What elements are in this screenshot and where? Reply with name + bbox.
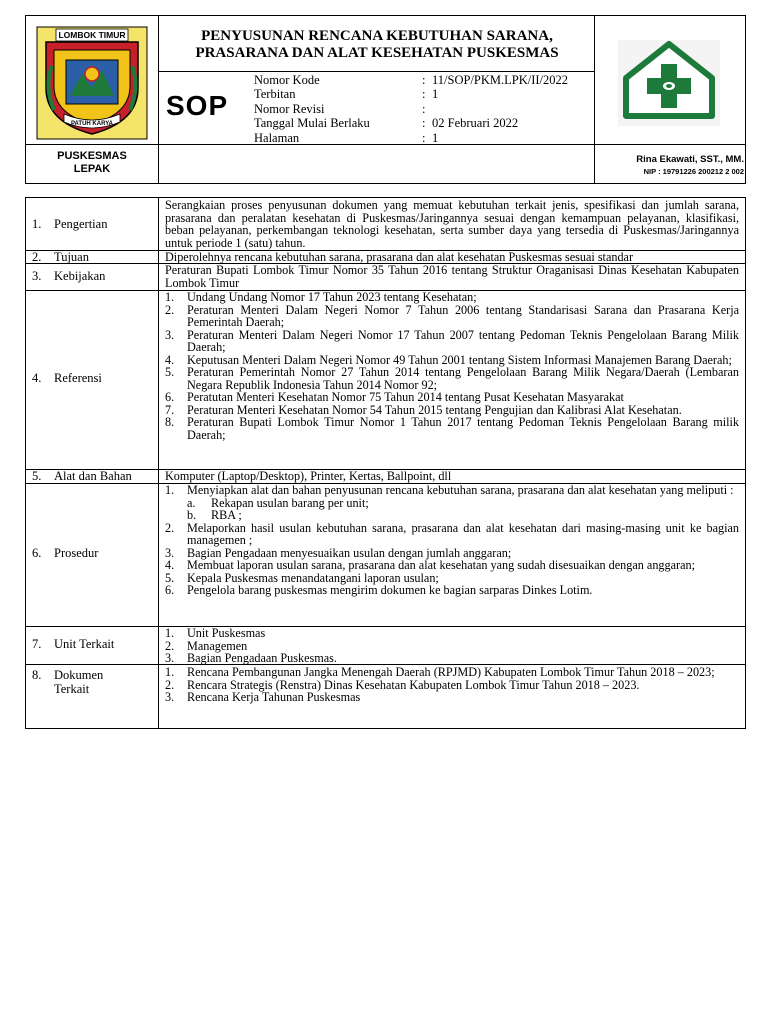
section-alat-dan-bahan bbox=[26, 470, 745, 484]
puskesmas-logo bbox=[618, 40, 720, 126]
section-text: Serangkaian proses penyusunan dokumen yang memuat kebutuhan terkait jenis, spesifikasi dan jumlah sarana, prasarana dan peralatan kesehatan di Puskesmas/Jaringannya sesuai dengan kemampuan pelayanan, klasifikasi, beban pelayanan, perkembangan teknologi kesehatan, serta sumber daya yang tersedia di Puskesmas/Jaringannya untuk periode 1 (satu) tahun. bbox=[165, 198, 739, 250]
section-kebijakan bbox=[26, 264, 745, 291]
list-item: 6. Peratutan Menteri Kesehatan Nomor 75 Tahun 2014 tentang Pusat Kesehatan Masyarakat bbox=[165, 390, 624, 404]
meta-key: Nomor Kode bbox=[254, 73, 320, 87]
list-item: 1. Unit Puskesmas bbox=[165, 626, 266, 640]
org-line1: PUSKESMAS bbox=[57, 150, 127, 162]
section-text: Komputer (Laptop/Desktop), Printer, Kertas, Ballpoint, dll bbox=[165, 469, 452, 483]
list-item: 1. Menyiapkan alat dan bahan penyusunan rencana kebutuhan sarana, prasarana dan alat kesehatan yang meliputi : bbox=[165, 483, 734, 497]
section-number: 3. bbox=[32, 269, 42, 283]
section-text: Diperolehnya rencana kebutuhan sarana, prasarana dan alat kesehatan Puskesmas sesuai standar bbox=[165, 250, 634, 264]
meta-value: 11/SOP/PKM.LPK/II/2022 bbox=[432, 73, 569, 87]
section-label: Kebijakan bbox=[54, 269, 106, 283]
section-number: 6. bbox=[32, 546, 42, 560]
list-item: 3. Bagian Pengadaan menyesuaikan usulan dengan jumlah anggaran; bbox=[165, 545, 512, 560]
meta-value: 1 bbox=[432, 87, 439, 102]
meta-key: Terbitan bbox=[254, 87, 296, 102]
list-item: 2. Melaporkan hasil usulan kebutuhan sarana, prasarana dan alat kesehatan dari masing-masing unit ke bagian managemen ; bbox=[165, 520, 739, 547]
list-item: 2. Peraturan Menteri Dalam Negeri Nomor 7 Tahun 2006 tentang Standarisasi Sarana dan Prasarana Kerja Pemerintah Daerah; bbox=[165, 302, 739, 329]
logo-text-top: LOMBOK TIMUR bbox=[58, 30, 126, 40]
meta-value: 02 Februari 2022 bbox=[432, 116, 519, 131]
section-referensi bbox=[26, 291, 745, 470]
list-item: 5. Kepala Puskesmas menandatangani laporan usulan; bbox=[165, 570, 439, 585]
section-number: 2. bbox=[32, 250, 42, 264]
section-label: Alat dan Bahan bbox=[54, 469, 132, 483]
section-label: Unit Terkait bbox=[54, 637, 115, 651]
sub-list-item: a. Rekapan usulan barang per unit; bbox=[187, 495, 369, 510]
list-item: 1. Undang Undang Nomor 17 Tahun 2023 tentang Kesehatan; bbox=[165, 290, 477, 304]
organization-name bbox=[26, 150, 158, 176]
signer-name: Rina Ekawati, SST., MM. bbox=[636, 154, 744, 165]
section-number: 1. bbox=[32, 217, 42, 231]
meta-key: Tanggal Mulai Berlaku bbox=[254, 116, 370, 131]
sop-header bbox=[25, 15, 746, 184]
meta-key: Halaman bbox=[254, 130, 300, 145]
meta-key: Nomor Revisi bbox=[254, 101, 325, 116]
section-label-line1: Dokumen bbox=[54, 668, 104, 682]
list-item: 8. Peraturan Bupati Lombok Timur Nomor 1 Tahun 2017 tentang Pedoman Teknis Pengelolaan Barang milik Daerah; bbox=[165, 415, 739, 442]
section-dokumen-terkait bbox=[26, 665, 745, 730]
section-text: Peraturan Bupati Lombok Timur Nomor 35 Tahun 2016 tentang Struktur Oraganisasi Dinas Kesehatan Kabupaten Lombok Timur bbox=[165, 263, 739, 290]
section-label: Referensi bbox=[54, 371, 102, 385]
sop-label: SOP bbox=[166, 90, 229, 121]
section-label: Pengertian bbox=[54, 217, 108, 231]
section-number: 5. bbox=[32, 469, 42, 483]
list-item: 4. Keputusan Menteri Dalam Negeri Nomor 49 Tahun 2001 tentang Sistem Informasi Manajemen Barang Daerah; bbox=[165, 352, 732, 367]
signature-block bbox=[596, 154, 744, 177]
section-label: Prosedur bbox=[54, 546, 99, 560]
section-number: 8. bbox=[32, 668, 42, 682]
list-item: 2. Rencara Strategis (Renstra) Dinas Kesehatan Kabupaten Lombok Timur Tahun 2018 – 2023. bbox=[165, 677, 640, 692]
section-number: 7. bbox=[32, 637, 42, 651]
logo-text-bottom: PATUH KARYA bbox=[70, 121, 114, 127]
meta-row: Terbitan : 1 bbox=[254, 87, 439, 102]
section-prosedur bbox=[26, 484, 745, 627]
meta-row: Nomor Kode : 11/SOP/PKM.LPK/II/2022 bbox=[254, 73, 569, 87]
list-item: 4. Membuat laporan usulan sarana, prasarana dan alat kesehatan yang sudah disesuaikan dengan anggaran; bbox=[165, 558, 695, 572]
sop-content-table bbox=[25, 197, 746, 729]
meta-row: Nomor Revisi : bbox=[254, 101, 426, 116]
list-item: 6. Pengelola barang puskesmas mengirim dokumen ke bagian sarparas Dinkes Lotim. bbox=[165, 583, 593, 597]
meta-row: Tanggal Mulai Berlaku : 02 Februari 2022 bbox=[254, 116, 519, 131]
org-line2: LEPAK bbox=[73, 163, 111, 175]
list-item: 5. Peraturan Pemerintah Nomor 27 Tahun 2014 tentang Pengelolaan Barang Milik Negara/Daerah (Lembaran Negara Republik Indonesia Tahun 2014 Nomor 92; bbox=[165, 365, 739, 392]
meta-row: Halaman : 1 bbox=[254, 130, 439, 145]
list-item: 1. Rencana Pembangunan Jangka Menengah Daerah (RPJMD) Kabupaten Lombok Timur Tahun 2018 – 2023; bbox=[165, 665, 715, 679]
meta-value: 1 bbox=[432, 130, 439, 145]
section-label: Tujuan bbox=[54, 250, 89, 264]
section-pengertian bbox=[26, 198, 745, 251]
list-item: 3. Bagian Pengadaan Puskesmas. bbox=[165, 651, 337, 665]
signer-nip: NIP : 19791226 200212 2 002 bbox=[643, 167, 744, 176]
section-number: 4. bbox=[32, 371, 42, 385]
list-item: 3. Peraturan Menteri Dalam Negeri Nomor 17 Tahun 2007 tentang Pedoman Teknis Pengelolaan Barang Milik Daerah; bbox=[165, 327, 739, 354]
list-item: 2. Managemen bbox=[165, 638, 248, 653]
section-unit-terkait bbox=[26, 627, 745, 665]
list-item: 7. Peraturan Menteri Kesehatan Nomor 54 Tahun 2015 tentang Pengujian dan Kalibrasi Alat Kesehatan. bbox=[165, 402, 682, 417]
document-meta bbox=[254, 73, 568, 145]
lombok-timur-logo bbox=[36, 26, 148, 140]
document-title: PENYUSUNAN RENCANA KEBUTUHAN SARANA, PRASARANA DAN ALAT KESEHATAN PUSKESMAS bbox=[195, 28, 559, 61]
section-label-line2: Terkait bbox=[54, 681, 90, 696]
sub-list-item: b. RBA ; bbox=[187, 508, 242, 522]
list-item: 3. Rencana Kerja Tahunan Puskesmas bbox=[165, 690, 361, 704]
